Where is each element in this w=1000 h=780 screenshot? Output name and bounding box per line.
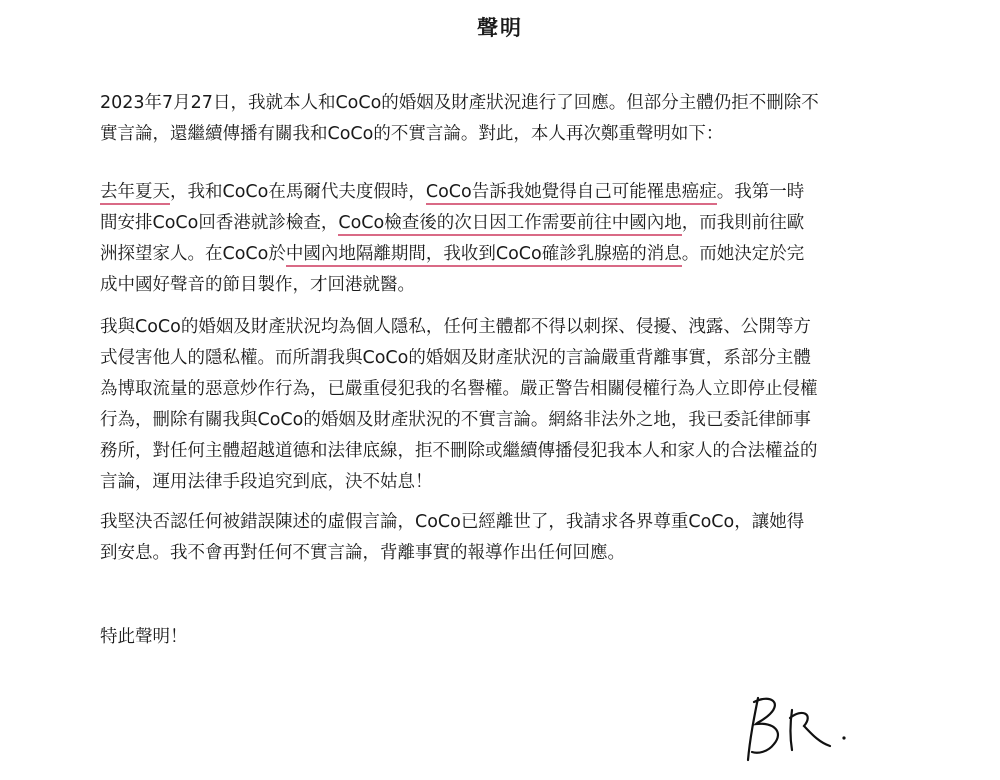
text-run: ，我和CoCo在馬爾代夫度假時， (170, 182, 426, 202)
paragraph-line (100, 177, 900, 208)
paragraph-line: 言論，運用法律手段追究到底，決不姑息！ (100, 472, 433, 492)
paragraph-line: 我堅決否認任何被錯誤陳述的虛假言論，CoCo已經離世了，我請求各界尊重CoCo，讓她得 (100, 512, 805, 532)
text-run: 洲探望家人。在CoCo於 (100, 244, 286, 264)
statement-title: 聲明 (477, 16, 523, 40)
closing-text: 特此聲明！ (100, 627, 188, 647)
paragraph-line: 2023年7月27日，我就本人和CoCo的婚姻及財產狀況進行了回應。但部分主體仍拒不刪除不 (100, 93, 819, 113)
paragraph-3 (100, 312, 900, 498)
text-run: 。我第一時 (716, 182, 805, 202)
signature (740, 688, 860, 768)
paragraph-line: 行為，刪除有關我與CoCo的婚姻及財產狀況的不實言論。網絡非法外之地，我已委託律師事 (100, 410, 811, 430)
paragraph-4 (100, 507, 900, 569)
paragraph-line: 式侵害他人的隱私權。而所謂我與CoCo的婚姻及財產狀況的言論嚴重背離事實，系部分主體 (100, 348, 811, 368)
paragraph-line: 到安息。我不會再對任何不實言論，背離事實的報導作出任何回應。 (100, 543, 625, 563)
highlighted-phrase: 去年夏天 (100, 182, 170, 205)
paragraph-line (100, 239, 900, 270)
text-run: ，而我則前往歐 (681, 213, 805, 233)
text-run: 間安排CoCo回香港就診檢查， (100, 213, 339, 233)
paragraph-line (100, 208, 900, 239)
paragraph-line: 實言論，還繼續傳播有關我和CoCo的不實言論。對此，本人再次鄭重聲明如下： (100, 124, 724, 144)
text-run: 。而她決定於完 (681, 244, 805, 264)
highlighted-phrase: CoCo檢查後的次日因工作需要前往中國內地 (338, 213, 681, 236)
paragraph-line: 務所，對任何主體超越道德和法律底線，拒不刪除或繼續傳播侵犯我本人和家人的合法權益的 (100, 441, 818, 461)
paragraph-2 (100, 177, 900, 301)
paragraph-line: 為博取流量的惡意炒作行為，已嚴重侵犯我的名譽權。嚴正警告相關侵權行為人立即停止侵權 (100, 379, 818, 399)
highlighted-phrase: CoCo告訴我她覺得自己可能罹患癌症 (426, 182, 717, 205)
paragraph-1 (100, 88, 900, 150)
paragraph-line: 我與CoCo的婚姻及財產狀況均為個人隱私，任何主體都不得以刺探、侵擾、洩露、公開等方 (100, 317, 811, 337)
highlighted-phrase: 中國內地隔離期間，我收到CoCo確診乳腺癌的消息 (286, 244, 682, 267)
closing-line (100, 622, 900, 653)
paragraph-line: 成中國好聲音的節目製作，才回港就醫。 (100, 275, 415, 295)
